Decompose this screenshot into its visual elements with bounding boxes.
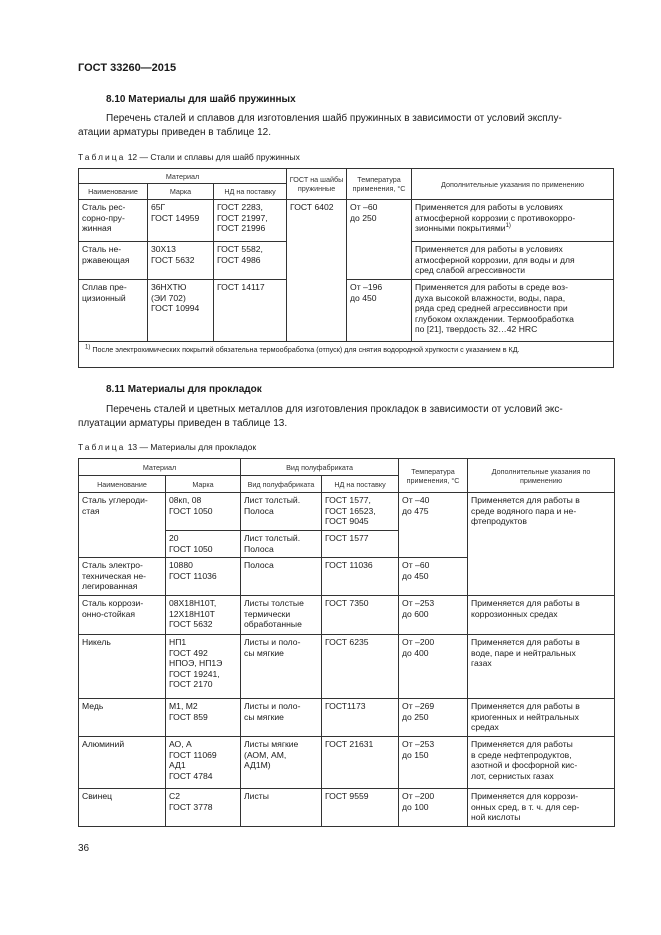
cell-grade: 08Х18Н10Т, 12Х18Н10Т ГОСТ 5632 (166, 596, 241, 635)
cell-semi-product: Листы и поло- сы мягкие (241, 699, 322, 737)
header-notes: Дополнительные указания по применению (412, 169, 614, 200)
cell-notes: Применяется для работы в коррозионных средах (468, 596, 615, 635)
cell-temperature: От –200 до 400 (399, 635, 468, 699)
header-material: Материал (79, 169, 287, 184)
header-name: Наименование (79, 476, 166, 493)
cell-nd: ГОСТ 6235 (322, 635, 399, 699)
cell-notes: Применяется для работы в среде нефтепродуктов, азотной и фосфорной кис- лот, сернистых газах (468, 737, 615, 789)
cell-grade: 10880 ГОСТ 11036 (166, 558, 241, 596)
table-row (79, 280, 614, 342)
section-paragraph-8-11 (78, 403, 612, 431)
table-13 (78, 458, 615, 827)
cell-grade: 30Х13 ГОСТ 5632 (148, 242, 214, 280)
cell-notes: Применяется для работы в среде водяного пара и не- фтепродуктов (468, 493, 615, 596)
cell-temperature: От –40 до 475 (399, 493, 468, 558)
cell-notes: Применяется для работы в криогенных и нейтральных средах (468, 699, 615, 737)
header-temperature: Температура применения, °С (347, 169, 412, 200)
cell-semi-product: Лист толстый. Полоса (241, 531, 322, 558)
header-nd: НД на поставку (214, 184, 287, 200)
cell-gost: ГОСТ 6402 (287, 200, 347, 342)
header-name: Наименование (79, 184, 148, 200)
cell-name: Свинец (79, 789, 166, 827)
table-row (79, 737, 615, 789)
cell-name: Сталь рес- сорно-пру- жинная (79, 200, 148, 242)
paragraph-line: атации арматуры приведен в таблице 12. (78, 127, 271, 138)
cell-semi-product: Лист толстый. Полоса (241, 493, 322, 531)
table12-footnote: $^{1)}$ После электрохимических покрытий обязательна термообработка (отпуск) для снятия водородной хрупкости с указанием в КД. (79, 342, 614, 368)
table12-caption-prefix: Таблица (78, 152, 126, 162)
cell-notes: Применяется для работы в условиях атмосферной коррозии с противокорро- зионными покрытиями$^{1)}$ (412, 200, 614, 242)
cell-nd: ГОСТ 14117 (214, 280, 287, 342)
table12-caption (78, 152, 300, 162)
cell-nd: ГОСТ1173 (322, 699, 399, 737)
header-gost: ГОСТ на шайбы пружинные (287, 169, 347, 200)
cell-temperature: От –60 до 250 (347, 200, 412, 280)
cell-semi-product: Листы и поло- сы мягкие (241, 635, 322, 699)
cell-name: Никель (79, 635, 166, 699)
cell-grade: НП1 ГОСТ 492 НПОЭ, НП1Э ГОСТ 19241, ГОСТ 2170 (166, 635, 241, 699)
header-grade: Марка (148, 184, 214, 200)
header-semi-product-type: Вид полуфабриката (241, 476, 322, 493)
table13-caption-text: 13 — Материалы для прокладок (127, 442, 257, 452)
header-temperature: Температура применения, °С (399, 459, 468, 493)
cell-notes: Применяется для работы в среде воз- духа высокой влажности, воды, пара, ряда сред средней агрессивности при глубоком охлаждении. Термообработка по [21], твердость 32…42 HRC (412, 280, 614, 342)
table-row (79, 635, 615, 699)
paragraph-line: Перечень сталей и цветных металлов для изготовления прокладок в зависимости от условий экс- (106, 404, 563, 415)
header-semi-product: Вид полуфабриката (241, 459, 399, 476)
table12-caption-text: 12 — Стали и сплавы для шайб пружинных (127, 152, 300, 162)
table13-caption-prefix: Таблица (78, 442, 126, 452)
cell-nd: ГОСТ 7350 (322, 596, 399, 635)
cell-name: Алюминий (79, 737, 166, 789)
cell-grade: 20 ГОСТ 1050 (166, 531, 241, 558)
table-row (79, 789, 615, 827)
table-row (79, 596, 615, 635)
cell-grade: С2 ГОСТ 3778 (166, 789, 241, 827)
cell-semi-product: Листы толстые термически обработанные (241, 596, 322, 635)
paragraph-line: плуатации арматуры приведен в таблице 13. (78, 418, 288, 429)
section-heading-8-11: 8.11 Материалы для прокладок (106, 384, 262, 395)
cell-nd: ГОСТ 21631 (322, 737, 399, 789)
cell-temperature: От –269 до 250 (399, 699, 468, 737)
table-row (79, 699, 615, 737)
table-12 (78, 168, 614, 368)
cell-grade: 08кп, 08 ГОСТ 1050 (166, 493, 241, 531)
cell-nd: ГОСТ 1577 (322, 531, 399, 558)
cell-notes: Применяется для коррози- онных сред, в т. ч. для сер- ной кислоты (468, 789, 615, 827)
cell-name: Медь (79, 699, 166, 737)
paragraph-line: Перечень сталей и сплавов для изготовления шайб пружинных в зависимости от условий эксплу- (106, 113, 562, 124)
table13-caption (78, 442, 256, 452)
cell-nd: ГОСТ 11036 (322, 558, 399, 596)
cell-grade: АО, А ГОСТ 11069 АД1 ГОСТ 4784 (166, 737, 241, 789)
cell-grade: 36НХТЮ (ЭИ 702) ГОСТ 10994 (148, 280, 214, 342)
section-paragraph-8-10 (78, 112, 612, 140)
header-grade: Марка (166, 476, 241, 493)
cell-semi-product: Листы мягкие (АОМ, АМ, АД1М) (241, 737, 322, 789)
cell-temperature: От –200 до 100 (399, 789, 468, 827)
cell-nd: ГОСТ 9559 (322, 789, 399, 827)
cell-nd: ГОСТ 2283, ГОСТ 21997, ГОСТ 21996 (214, 200, 287, 242)
cell-temperature: От –196 до 450 (347, 280, 412, 342)
cell-name: Сталь углероди- стая (79, 493, 166, 558)
header-notes: Дополнительные указания по применению (468, 459, 615, 493)
cell-grade: М1, М2 ГОСТ 859 (166, 699, 241, 737)
cell-grade: 65Г ГОСТ 14959 (148, 200, 214, 242)
page-number: 36 (78, 843, 90, 854)
cell-name: Сплав пре- цизионный (79, 280, 148, 342)
cell-name: Сталь коррози- онно-стойкая (79, 596, 166, 635)
document-header: ГОСТ 33260—2015 (78, 62, 177, 74)
footnote-mark: 1) (85, 344, 91, 351)
table-row (79, 493, 615, 531)
cell-semi-product: Листы (241, 789, 322, 827)
cell-nd: ГОСТ 5582, ГОСТ 4986 (214, 242, 287, 280)
cell-temperature: От –253 до 150 (399, 737, 468, 789)
header-nd: НД на поставку (322, 476, 399, 493)
section-heading-8-10: 8.10 Материалы для шайб пружинных (106, 94, 296, 105)
cell-notes: Применяется для работы в воде, паре и нейтральных газах (468, 635, 615, 699)
cell-name: Сталь не- ржавеющая (79, 242, 148, 280)
cell-notes: Применяется для работы в условиях атмосферной коррозии, для воды и для сред слабой агрессивности (412, 242, 614, 280)
cell-temperature: От –253 до 600 (399, 596, 468, 635)
cell-name: Сталь электро- техническая не- легированная (79, 558, 166, 596)
cell-nd: ГОСТ 1577, ГОСТ 16523, ГОСТ 9045 (322, 493, 399, 531)
cell-semi-product: Полоса (241, 558, 322, 596)
header-material: Материал (79, 459, 241, 476)
cell-temperature: От –60 до 450 (399, 558, 468, 596)
footnote-ref: 1) (505, 223, 511, 230)
table-row (79, 200, 614, 242)
